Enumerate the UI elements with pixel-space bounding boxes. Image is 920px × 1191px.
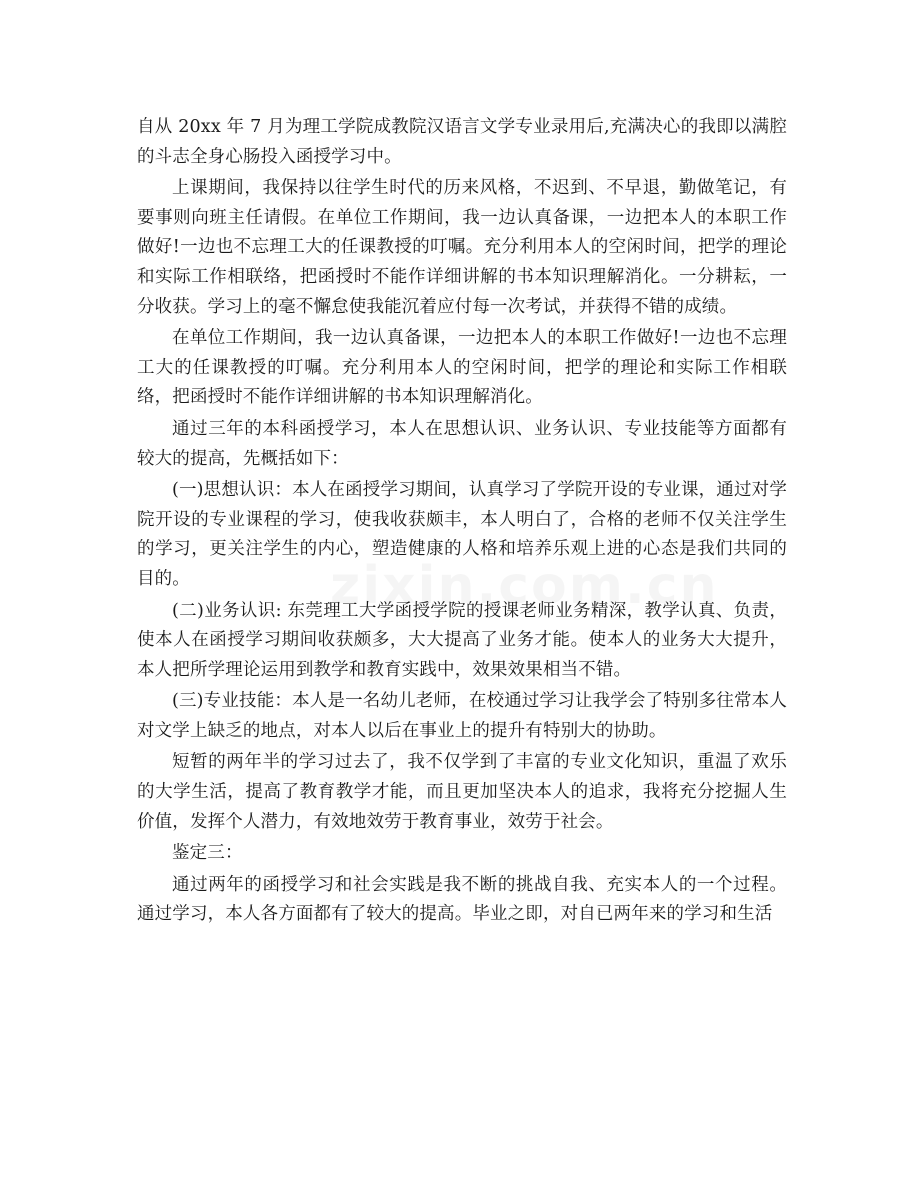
paragraph-business: (二)业务认识: 东莞理工大学函授学院的授课老师业务精深，教学认真、负责，使本人在函授学习期间收获颇多，大大提高了业务才能。使本人的业务大大提升，本人把所学理论运用到教学和教育实践中，效果效果相当不错。 [137, 600, 787, 680]
paragraph-ideology: (一)思想认识：本人在函授学习期间，认真学习了学院开设的专业课，通过对学院开设的专业课程的学习，使我收获颇丰，本人明白了，合格的老师不仅关注学生的学习，更关注学生的内心，塑造健康的人格和培养乐观上进的心态是我们共同的目的。 [137, 480, 787, 589]
paragraph-skills: (三)专业技能：本人是一名幼儿老师，在校通过学习让我学会了特别多往常本人对文学上缺乏的地点，对本人以后在事业上的提升有特别大的协助。 [137, 691, 787, 741]
paragraph-intro: 自从 20xx 年 7 月为理工学院成教院汉语言文学专业录用后,充满决心的我即以满腔的斗志全身心肠投入函授学习中。 [137, 117, 787, 167]
paragraph-conclusion: 短暂的两年半的学习过去了，我不仅学到了丰富的专业文化知识，重温了欢乐的大学生活，提高了教育教学才能，而且更加坚决本人的追求，我将充分挖掘人生价值，发挥个人潜力，有效地效劳于教育事业，效劳于社会。 [137, 752, 787, 832]
paragraph-appraisal-three: 通过两年的函授学习和社会实践是我不断的挑战自我、充实本人的一个过程。通过学习，本人各方面都有了较大的提高。毕业之即，对自已两年来的学习和生活 [137, 874, 787, 925]
paragraph-class-period: 上课期间，我保持以往学生时代的历来风格，不迟到、不早退，勤做笔记，有要事则向班主任请假。在单位工作期间，我一边认真备课，一边把本人的本职工作做好!一边也不忘理工大的任课教授的叮嘱。充分利用本人的空闲时间，把学的理论和实际工作相联络，把函授时不能作详细讲解的书本知识理解消化。一分耕耘，一分收获。学习上的毫不懈怠使我能沉着应付每一次考试，并获得不错的成绩。 [137, 178, 787, 317]
paragraph-summary-intro: 通过三年的本科函授学习，本人在思想认识、业务认识、专业技能等方面都有较大的提高，先概括如下： [137, 418, 787, 469]
section-heading: 鉴定三： [172, 843, 243, 864]
paragraph-work-period: 在单位工作期间，我一边认真备课，一边把本人的本职工作做好!一边也不忘理工大的任课教授的叮嘱。充分利用本人的空闲时间，把学的理论和实际工作相联络，把函授时不能作详细讲解的书本知识理解消化。 [137, 328, 787, 408]
document-body [137, 113, 787, 932]
